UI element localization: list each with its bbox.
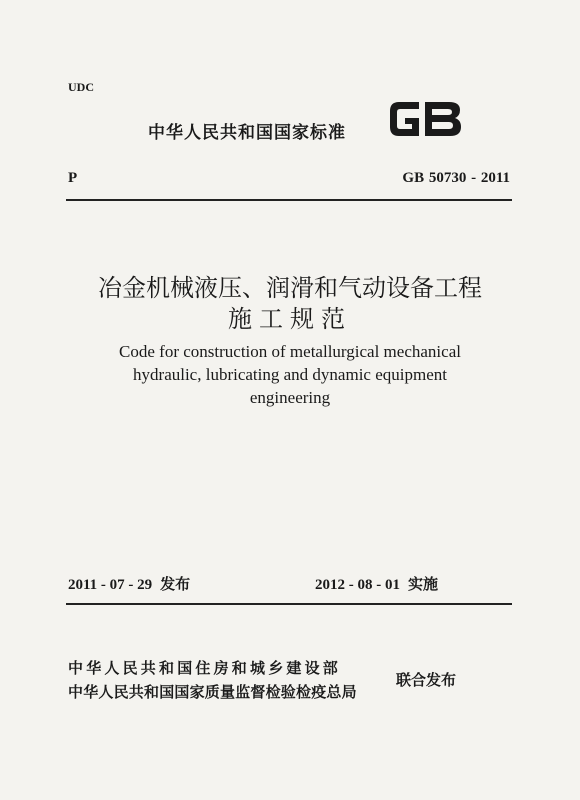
gb-logo-icon: [385, 96, 467, 142]
issuer-ministry-housing: 中华人民共和国住房和城乡建设部: [68, 659, 342, 677]
implement-date-block: [315, 573, 438, 594]
standard-number: GB 50730 - 2011: [402, 170, 510, 186]
bottom-divider: [66, 603, 512, 605]
standard-type-title: 中华人民共和国国家标准: [148, 123, 346, 143]
english-title-line1: Code for construction of metallurgical mechanical: [119, 342, 461, 361]
issue-label: 发布: [160, 575, 191, 593]
top-divider: [66, 199, 512, 201]
issue-date: 2011 - 07 - 29: [68, 577, 153, 593]
implement-date: 2012 - 08 - 01: [315, 577, 400, 593]
classification-code: P: [68, 170, 78, 186]
joint-issue-label: 联合发布: [396, 671, 457, 689]
issuer-aqsiq: 中华人民共和国国家质量监督检验检疫总局: [68, 683, 357, 701]
chinese-title-line2: 施工规范: [228, 305, 352, 333]
issue-date-block: [68, 573, 190, 594]
english-title-line3: engineering: [249, 388, 331, 407]
chinese-title-line1: 冶金机械液压、润滑和气动设备工程: [98, 274, 482, 302]
udc-label: UDC: [68, 80, 94, 94]
implement-label: 实施: [408, 575, 439, 593]
english-title: [60, 340, 520, 409]
english-title-line2: hydraulic, lubricating and dynamic equipment: [133, 365, 447, 384]
